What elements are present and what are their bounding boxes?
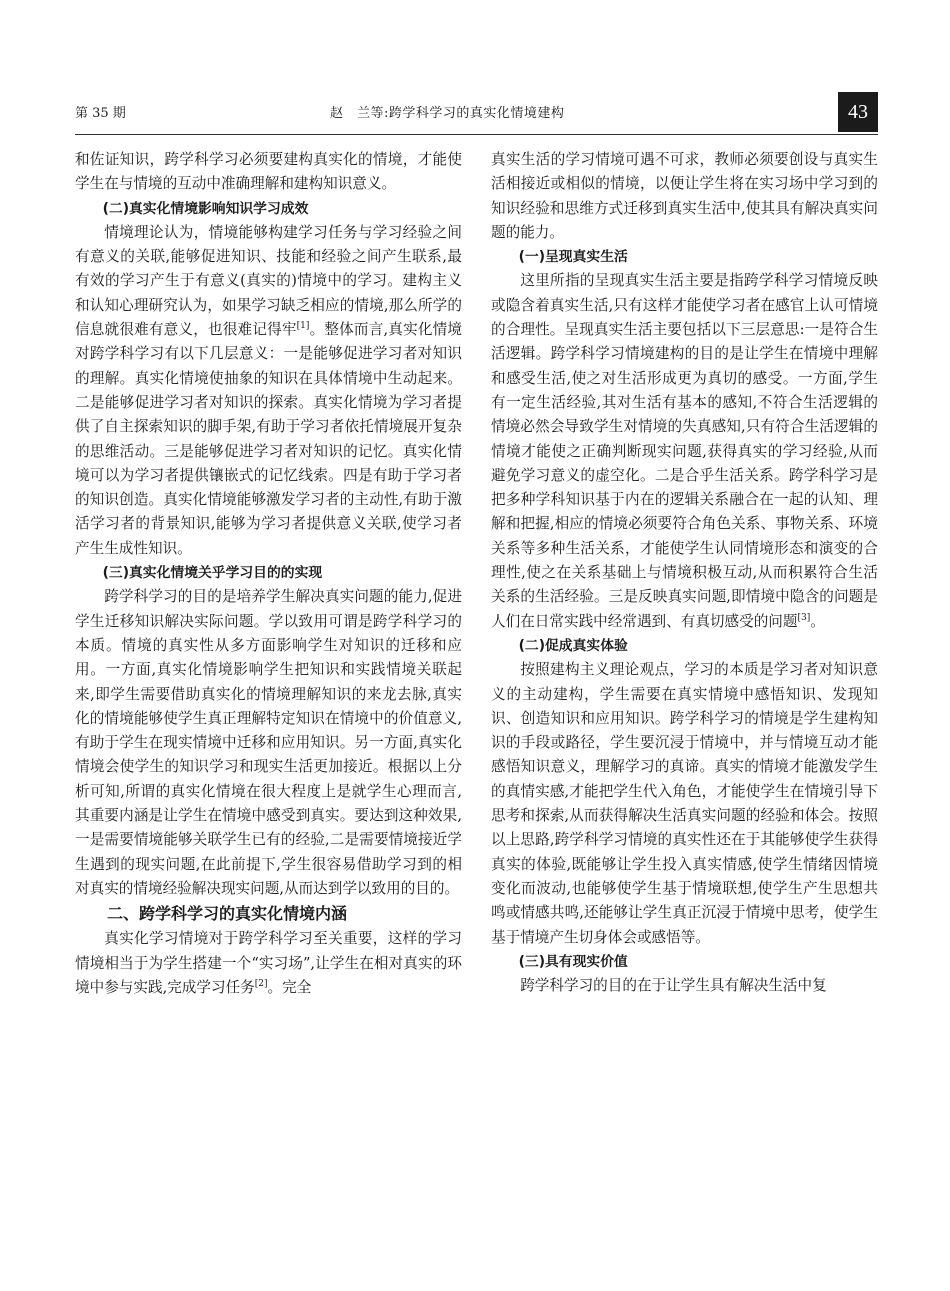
left-paragraph-4-text-b: 。完全 <box>267 978 312 996</box>
subheading-3-2: (二)促成真实体验 <box>518 637 628 654</box>
subheading-2-3: (三)真实化情境关乎学习目的的实现 <box>102 565 323 582</box>
right-paragraph-2 <box>491 269 878 633</box>
left-paragraph-1: 和佐证知识，跨学科学习必须要建构真实化的情境，才能使学生在与情境的互动中准确理解和建构知识意义。 <box>75 151 462 193</box>
left-paragraph-3: 跨学科学习的目的是培养学生解决真实问题的能力,促进学生迁移知识解决实际问题。学以致用可谓是跨学科学习的本质。情境的真实性从多方面影响学生对知识的迁移和应用。一方面,真实化情境影响学生把知识和实践情境关联起来,即学生需要借助真实化的情境理解知识的来龙去脉,真实化的情境能够使学生真正理解特定知识在情境中的价值意义,有助于学生在现实情境中迁移和应用知识。另一方面,真实化情境会使学生的知识学习和现实生活更加接近。根据以上分析可知,所谓的真实化情境在很大程度上是就学生心理而言,其重要内涵是让学生在情境中感受到真实。要达到这种效果,一是需要情境能够关联学生已有的经验,二是需要情境接近学生遇到的现实问题,在此前提下,学生很容易借助学习到的相对真实的情境经验解决现实问题,从而达到学以致用的目的。 <box>75 588 462 897</box>
left-paragraph-2 <box>75 221 462 561</box>
subheading-3-1: (一)呈现真实生活 <box>518 249 628 266</box>
header-rule <box>75 134 878 135</box>
citation-3: [3] <box>797 612 811 623</box>
citation-2: [2] <box>254 978 268 989</box>
right-paragraph-2-text-a: 这里所指的呈现真实生活主要是指跨学科学习情境反映或隐含着真实生活,只有这样才能使学习者在感官上认可情境的合理性。呈现真实生活主要包括以下三层意思:一是符合生活逻辑。跨学科学习情境建构的目的是让学生在情境中理解和感受生活,使之对生活形成更为真切的感受。一方面,学生有一定生活经验,其对生活有基本的感知,不符合生活逻辑的情境必然会导致学生对情境的失真感知,只有符合生活逻辑的情境才能使之正确判断现实问题,获得真实的学习经验,从而避免学习意义的虚空化。二是合乎生活关系。跨学科学习是把多种学科知识基于内在的逻辑关系融合在一起的认知、理解和把握,相应的情境必须要符合角色关系、事物关系、环境关系等多种生活关系，才能使学生认同情境形态和演变的合理性,使之在关系基础上与情境积极互动,从而积累符合生活关系的生活经验。三是反映真实问题,即情境中隐含的问题是人们在日常实践中经常遇到、有真切感受的问题 <box>491 272 878 630</box>
right-paragraph-2-text-b: 。 <box>810 612 825 630</box>
running-title: 赵 兰等:跨学科学习的真实化情境建构 <box>330 106 565 121</box>
left-column <box>75 148 462 1000</box>
section-heading-2: 二、跨学科学习的真实化情境内涵 <box>107 904 348 924</box>
subheading-2-2: (二)真实化情境影响知识学习成效 <box>102 200 309 217</box>
left-paragraph-2-text-b: 。整体而言,真实化情境对跨学科学习有以下几层意义：一是能够促进学习者对知识的理解。真实化情境使抽象的知识在具体情境中生动起来。二是能够促进学习者对知识的探索。真实化情境为学习者提供了自主探索知识的脚手架,有助于学习者依托情境展开复杂的思维活动。三是能够促进学习者对知识的记忆。真实化情境可以为学习者提供镶嵌式的记忆线索。四是有助于学习者的知识创造。真实化情境能够激发学习者的主动性,有助于激活学习者的背景知识,能够为学习者提供意义关联,使学习者产生生成性知识。 <box>75 321 462 557</box>
citation-1: [1] <box>296 321 310 332</box>
right-paragraph-1: 真实生活的学习情境可遇不可求，教师必须要创设与真实生活相接近或相似的情境，以便让学生将在实习场中学习到的知识经验和思维方式迁移到真实生活中,使其具有解决真实问题的能力。 <box>491 151 878 241</box>
subheading-3-3: (三)具有现实价值 <box>518 953 628 970</box>
issue-label: 第 35 期 <box>75 106 126 121</box>
page-number-badge: 43 <box>838 92 878 132</box>
right-paragraph-4: 跨学科学习的目的在于让学生具有解决生活中复 <box>520 977 827 995</box>
page-header <box>75 92 878 132</box>
left-paragraph-2-text-a: 情境理论认为，情境能够构建学习任务与学习经验之间有意义的关联,能够促进知识、技能和经验之间产生联系,最有效的学习产生于有意义(真实的)情境中的学习。建构主义和认知心理研究认为，如果学习缺乏相应的情境,那么所学的信息就很难有意义，也很难记得牢 <box>75 223 462 339</box>
left-paragraph-4 <box>75 927 462 1000</box>
right-paragraph-3: 按照建构主义理论观点，学习的本质是学习者对知识意义的主动建构，学生需要在真实情境中感悟知识、发现知识、创造知识和应用知识。跨学科学习的情境是学生建构知识的手段或路径，学生要沉浸于情境中，并与情境互动才能感悟知识意义，理解学习的真谛。真实的情境才能激发学生的真情实感,才能把学生代入角色，才能使学生在情境引导下思考和探索,从而获得解决生活真实问题的经验和体会。按照以上思路,跨学科学习情境的真实性还在于其能够使学生获得真实的体验,既能够让学生投入真实情感,使学生情绪因情境变化而波动,也能够使学生基于情境联想,使学生产生思想共鸣或情感共鸣,还能够让学生真正沉浸于情境中思考，使学生基于情境产生切身体会或感悟等。 <box>491 661 878 946</box>
left-paragraph-4-text-a: 真实化学习情境对于跨学科学习至关重要，这样的学习情境相当于为学生搭建一个“实习场”,让学生在相对真实的环境中参与实践,完成学习任务 <box>75 930 462 996</box>
right-column <box>491 148 878 998</box>
